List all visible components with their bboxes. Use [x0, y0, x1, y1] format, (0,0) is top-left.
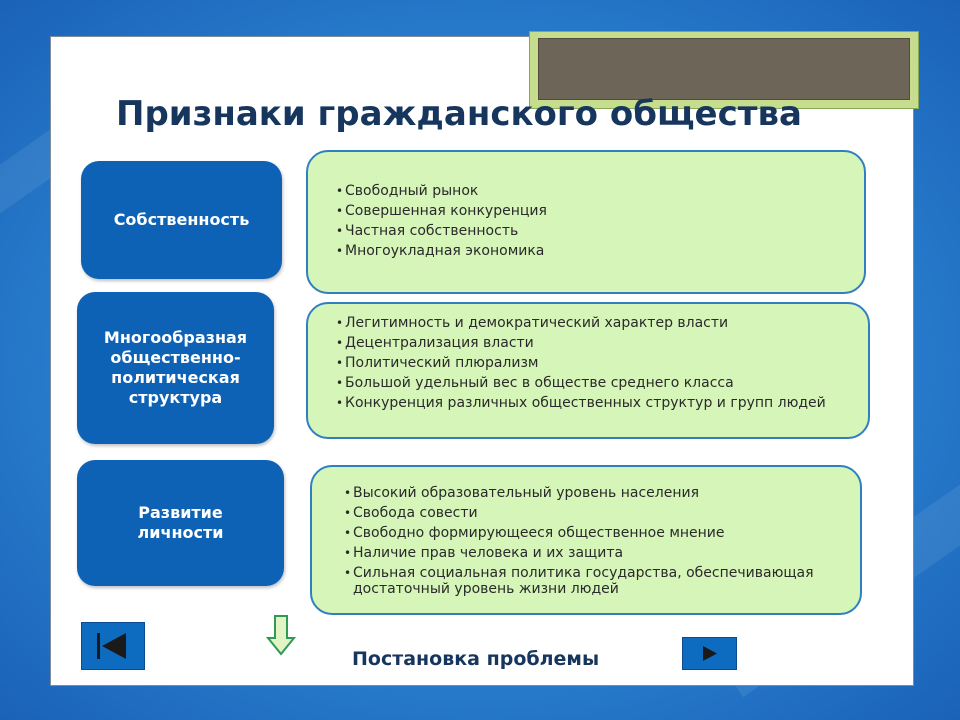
arrow-down-icon[interactable]	[266, 614, 296, 656]
list-item: • Сильная социальная политика государства, обеспечивающая достаточный уровень жизни людей	[344, 565, 840, 597]
list-item: • Свободный рынок	[336, 183, 844, 199]
skip-back-icon	[82, 623, 144, 669]
list-item: • Многоукладная экономика	[336, 243, 844, 259]
category-socio-political-structure[interactable]	[77, 292, 274, 444]
category-line: Многообразная	[103, 328, 248, 347]
list-item: • Свободно формирующееся общественное мнение	[344, 525, 840, 541]
play-icon	[683, 638, 736, 669]
list-item: • Конкуренция различных общественных структур и групп людей	[336, 395, 848, 411]
next-slide-button[interactable]	[682, 637, 737, 670]
list-item: • Политический плюрализм	[336, 355, 848, 371]
watermark-logo: MyShared	[766, 656, 876, 683]
list-item: • Совершенная конкуренция	[336, 203, 844, 219]
list-item: • Большой удельный вес в обществе среднего класса	[336, 375, 848, 391]
top-image-placeholder	[538, 38, 910, 100]
panel-personal-development	[310, 465, 862, 615]
list-item: • Частная собственность	[336, 223, 844, 239]
prev-slide-button[interactable]	[81, 622, 145, 670]
next-section-link[interactable]: Постановка проблемы	[352, 648, 600, 670]
category-personal-development[interactable]	[77, 460, 284, 586]
panel-property	[306, 150, 866, 294]
category-line: структура	[128, 388, 223, 407]
list-item: • Децентрализация власти	[336, 335, 848, 351]
category-line: политическая	[111, 368, 240, 387]
category-line: общественно-	[110, 348, 241, 367]
panel-socio-political-structure	[306, 302, 870, 439]
category-line: Собственность	[113, 210, 250, 229]
list-item: • Легитимность и демократический характер власти	[336, 315, 848, 331]
list-item: • Свобода совести	[344, 505, 840, 521]
category-property[interactable]	[81, 161, 282, 279]
category-line: личности	[137, 523, 224, 542]
slide-title: Признаки гражданского общества	[116, 94, 802, 134]
category-line: Развитие	[138, 503, 223, 522]
list-item: • Высокий образовательный уровень населения	[344, 485, 840, 501]
list-item: • Наличие прав человека и их защита	[344, 545, 840, 561]
